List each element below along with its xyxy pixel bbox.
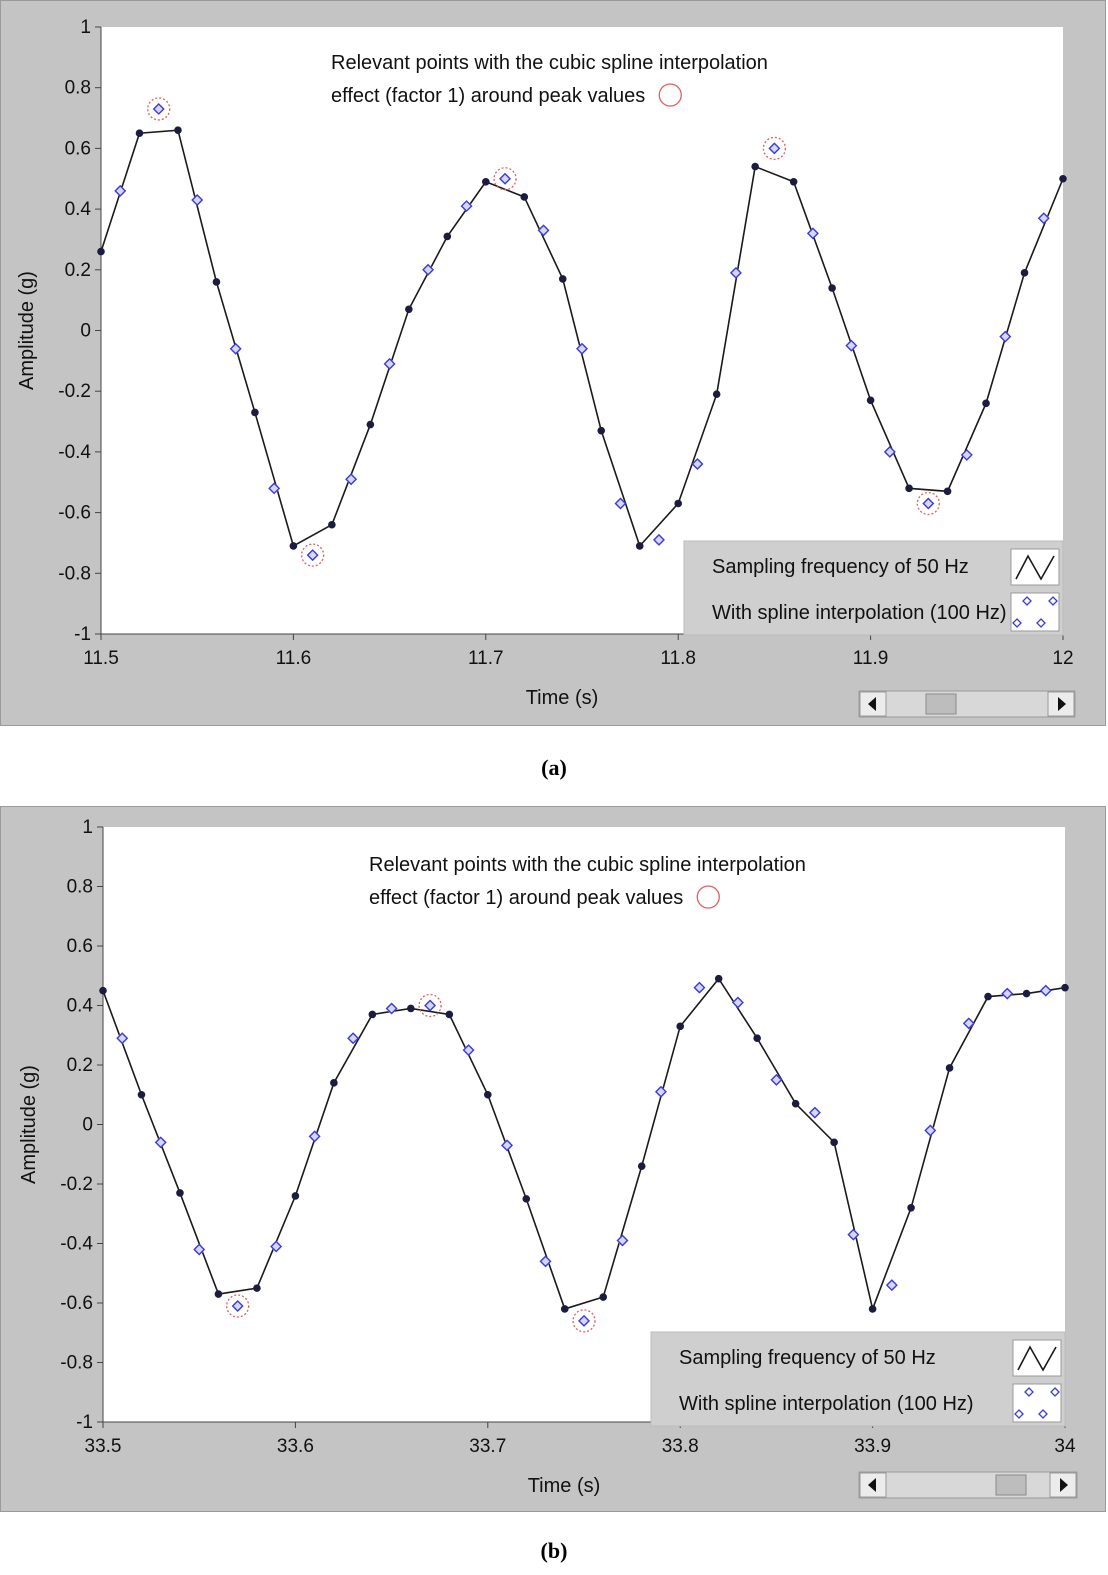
data-point-50hz bbox=[599, 1293, 607, 1301]
spline-marker-fill bbox=[541, 1257, 550, 1266]
spline-marker-fill bbox=[503, 1141, 512, 1150]
y-tick-label: 0.8 bbox=[66, 876, 93, 898]
chart-panel-a bbox=[0, 0, 1106, 726]
spline-marker-fill bbox=[118, 1034, 127, 1043]
spline-marker-fill bbox=[924, 499, 933, 508]
spline-marker-fill bbox=[770, 144, 779, 153]
x-tick-label: 11.6 bbox=[275, 648, 312, 669]
data-point-50hz bbox=[867, 397, 875, 405]
data-point-50hz bbox=[174, 126, 182, 134]
y-tick-label: 0.4 bbox=[66, 995, 93, 1017]
x-tick-label: 34 bbox=[1054, 1436, 1076, 1457]
y-tick-label: 0.6 bbox=[66, 936, 93, 957]
data-point-50hz bbox=[828, 284, 836, 292]
spline-marker-fill bbox=[578, 344, 587, 353]
spline-marker-fill bbox=[464, 1046, 473, 1055]
y-tick-label: -0.4 bbox=[60, 1233, 93, 1255]
spline-marker-fill bbox=[847, 341, 856, 350]
y-axis-label: Amplitude (g) bbox=[18, 1065, 40, 1184]
spline-marker-fill bbox=[195, 1245, 204, 1254]
spline-marker-fill bbox=[1001, 332, 1010, 341]
data-point-50hz bbox=[369, 1011, 377, 1019]
spline-marker-fill bbox=[387, 1004, 396, 1013]
spline-marker-fill bbox=[308, 551, 317, 560]
x-tick-label: 11.8 bbox=[660, 648, 696, 669]
x-tick-label: 33.9 bbox=[854, 1436, 892, 1457]
x-axis-label: Time (s) bbox=[527, 1475, 601, 1497]
x-axis-label: Time (s) bbox=[525, 687, 599, 709]
x-tick-label: 11.9 bbox=[852, 648, 889, 669]
spline-marker-fill bbox=[347, 475, 356, 484]
data-point-50hz bbox=[907, 1204, 915, 1212]
legend-label-50hz: Sampling frequency of 50 Hz bbox=[679, 1347, 936, 1369]
spline-marker-fill bbox=[654, 535, 663, 544]
time-scrollbar[interactable] bbox=[859, 691, 1075, 717]
spline-marker-fill bbox=[385, 359, 394, 368]
data-point-50hz bbox=[713, 390, 721, 398]
data-point-50hz bbox=[405, 305, 413, 313]
data-point-50hz bbox=[559, 275, 567, 283]
spline-marker-fill bbox=[849, 1230, 858, 1239]
y-axis-label: Amplitude (g) bbox=[16, 271, 38, 390]
data-point-50hz bbox=[1023, 990, 1031, 998]
data-point-50hz bbox=[253, 1284, 261, 1292]
data-point-50hz bbox=[522, 1195, 530, 1203]
x-tick-label: 11.5 bbox=[83, 648, 119, 669]
spline-marker-fill bbox=[1003, 989, 1012, 998]
annotation-line-1: Relevant points with the cubic spline interpolation bbox=[369, 854, 806, 876]
y-tick-label: -0.2 bbox=[58, 381, 91, 403]
data-point-50hz bbox=[484, 1091, 492, 1099]
y-tick-label: -0.4 bbox=[58, 441, 91, 463]
y-tick-label: 1 bbox=[82, 817, 93, 838]
legend-label-50hz: Sampling frequency of 50 Hz bbox=[712, 556, 969, 578]
y-tick-label: -0.6 bbox=[60, 1293, 93, 1314]
data-point-50hz bbox=[597, 427, 605, 435]
spline-marker-fill bbox=[310, 1132, 319, 1141]
spline-marker-fill bbox=[501, 174, 510, 183]
chart-panel-b bbox=[0, 806, 1106, 1512]
y-tick-label: -0.8 bbox=[60, 1352, 93, 1374]
data-point-50hz bbox=[751, 163, 759, 171]
spline-marker-fill bbox=[1041, 986, 1050, 995]
spline-marker-fill bbox=[885, 447, 894, 456]
spline-marker-fill bbox=[154, 104, 163, 113]
spline-marker-fill bbox=[731, 268, 740, 277]
y-tick-label: 0 bbox=[82, 1114, 93, 1136]
data-point-50hz bbox=[946, 1064, 954, 1072]
annotation-line-1: Relevant points with the cubic spline interpolation bbox=[331, 52, 768, 74]
data-point-50hz bbox=[561, 1305, 569, 1313]
spline-marker-fill bbox=[887, 1281, 896, 1290]
spline-marker-fill bbox=[656, 1087, 665, 1096]
annotation-line-2: effect (factor 1) around peak values bbox=[331, 85, 646, 107]
spline-marker-fill bbox=[964, 1019, 973, 1028]
spline-marker-fill bbox=[810, 1108, 819, 1117]
spline-marker-fill bbox=[193, 195, 202, 204]
data-point-50hz bbox=[676, 1023, 684, 1031]
data-point-50hz bbox=[367, 421, 375, 429]
spline-marker-fill bbox=[539, 226, 548, 235]
spline-marker-fill bbox=[962, 450, 971, 459]
spline-marker-fill bbox=[462, 202, 471, 211]
chart-a bbox=[1, 1, 1107, 727]
y-tick-label: 0 bbox=[80, 320, 91, 342]
data-point-50hz bbox=[830, 1139, 838, 1147]
data-point-50hz bbox=[138, 1091, 146, 1099]
data-point-50hz bbox=[136, 129, 144, 137]
data-point-50hz bbox=[330, 1079, 338, 1087]
spline-marker-fill bbox=[926, 1126, 935, 1135]
x-tick-label: 12 bbox=[1052, 648, 1074, 669]
spline-marker-fill bbox=[270, 484, 279, 493]
data-point-50hz bbox=[176, 1189, 184, 1197]
y-tick-label: 0.2 bbox=[66, 1055, 93, 1076]
data-point-50hz bbox=[97, 248, 105, 256]
spline-marker-fill bbox=[616, 499, 625, 508]
y-tick-label: 0.8 bbox=[64, 77, 91, 99]
spline-marker-fill bbox=[272, 1242, 281, 1251]
y-tick-label: -1 bbox=[76, 1412, 93, 1433]
data-point-50hz bbox=[638, 1162, 646, 1170]
x-tick-label: 33.5 bbox=[84, 1436, 122, 1457]
y-tick-label: 0.4 bbox=[64, 199, 91, 221]
data-point-50hz bbox=[905, 485, 913, 493]
spline-marker-fill bbox=[156, 1138, 165, 1147]
data-point-50hz bbox=[790, 178, 798, 186]
spline-marker-fill bbox=[424, 265, 433, 274]
spline-marker-fill bbox=[580, 1316, 589, 1325]
y-tick-label: 0.6 bbox=[64, 138, 91, 160]
data-point-50hz bbox=[482, 178, 490, 186]
data-point-50hz bbox=[1059, 175, 1067, 183]
scroll-thumb[interactable] bbox=[996, 1475, 1026, 1495]
data-point-50hz bbox=[753, 1034, 761, 1042]
figure-caption-b: (b) bbox=[540, 1538, 568, 1563]
y-tick-label: -1 bbox=[74, 624, 91, 645]
spline-marker-fill bbox=[426, 1001, 435, 1010]
spline-marker-fill bbox=[231, 344, 240, 353]
spline-marker-fill bbox=[772, 1075, 781, 1084]
spline-marker-fill bbox=[693, 460, 702, 469]
spline-marker-fill bbox=[618, 1236, 627, 1245]
x-tick-label: 33.7 bbox=[469, 1436, 507, 1457]
spline-marker-fill bbox=[1039, 214, 1048, 223]
data-point-50hz bbox=[715, 975, 723, 983]
data-point-50hz bbox=[869, 1305, 877, 1313]
spline-marker-fill bbox=[116, 186, 125, 195]
figure-caption-a: (a) bbox=[541, 755, 567, 780]
time-scrollbar[interactable] bbox=[859, 1472, 1077, 1498]
annotation-line-2: effect (factor 1) around peak values bbox=[369, 887, 684, 909]
spline-marker-fill bbox=[808, 229, 817, 238]
data-point-50hz bbox=[251, 409, 259, 417]
data-point-50hz bbox=[674, 500, 682, 508]
data-point-50hz bbox=[407, 1005, 415, 1013]
spline-marker-fill bbox=[733, 998, 742, 1007]
chart-b bbox=[1, 807, 1107, 1513]
data-point-50hz bbox=[1021, 269, 1029, 277]
y-tick-label: 1 bbox=[80, 17, 91, 38]
data-point-50hz bbox=[213, 278, 221, 286]
y-tick-label: 0.2 bbox=[64, 259, 91, 281]
data-point-50hz bbox=[446, 1011, 454, 1019]
data-point-50hz bbox=[290, 542, 298, 550]
data-point-50hz bbox=[984, 993, 992, 1001]
legend-label-spline: With spline interpolation (100 Hz) bbox=[712, 602, 1007, 624]
data-point-50hz bbox=[292, 1192, 300, 1200]
y-tick-label: -0.6 bbox=[58, 502, 91, 524]
legend-label-spline: With spline interpolation (100 Hz) bbox=[679, 1393, 974, 1415]
x-tick-label: 33.8 bbox=[661, 1436, 699, 1457]
data-point-50hz bbox=[792, 1100, 800, 1108]
scroll-thumb[interactable] bbox=[926, 694, 956, 714]
data-point-50hz bbox=[520, 193, 528, 201]
y-tick-label: -0.8 bbox=[58, 563, 91, 585]
data-point-50hz bbox=[99, 987, 107, 995]
data-point-50hz bbox=[636, 542, 644, 550]
spline-marker-fill bbox=[695, 983, 704, 992]
data-point-50hz bbox=[944, 488, 952, 496]
data-point-50hz bbox=[328, 521, 336, 529]
spline-marker-fill bbox=[349, 1034, 358, 1043]
y-tick-label: -0.2 bbox=[60, 1174, 93, 1195]
spline-marker-fill bbox=[233, 1301, 242, 1310]
data-point-50hz bbox=[1061, 984, 1069, 992]
data-point-50hz bbox=[215, 1290, 223, 1298]
data-point-50hz bbox=[444, 233, 452, 241]
x-tick-label: 33.6 bbox=[276, 1436, 314, 1457]
x-tick-label: 11.7 bbox=[468, 648, 504, 669]
data-point-50hz bbox=[982, 400, 990, 408]
